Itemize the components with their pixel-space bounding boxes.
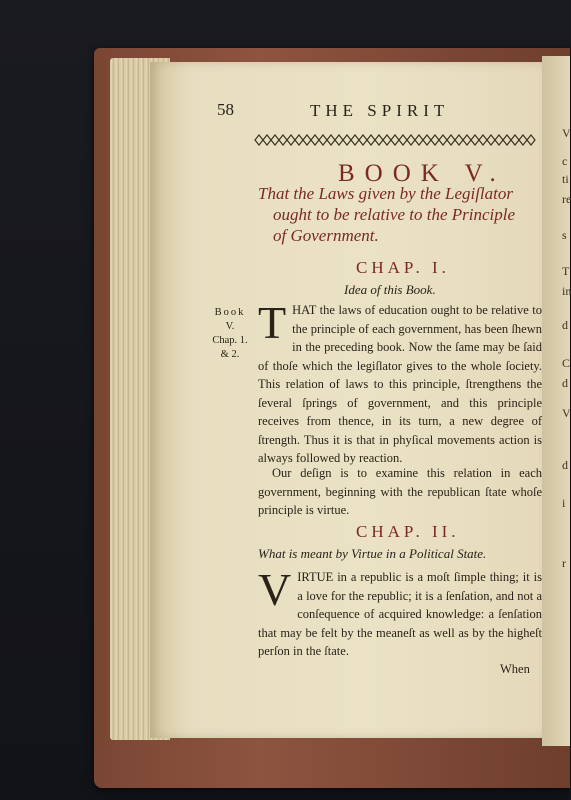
ornament-diamond — [279, 135, 287, 145]
paragraph-text: IRTUE in a republic is a moſt ſimple thing; it is a love for the republic; it is a ſenſation, and not a conſequence of acquired knowledge: a ſenſation that may be felt by the meaneſt as well as by the higheſt perſon in the ſtate. — [258, 570, 542, 658]
book-subtitle-line: ought to be relative to the Principle — [273, 205, 516, 224]
ornament-diamond — [527, 135, 535, 145]
ornament-diamond — [303, 135, 311, 145]
book-subtitle-line: That the Laws given by the Legiſlator — [258, 184, 513, 203]
ornament-diamond — [519, 135, 527, 145]
ornament-diamond — [335, 135, 343, 145]
paragraph-text: HAT the laws of education ought to be relative to the principle of each government, has been ſhewn in the preceding book. Now the ſame may be ſaid of thoſe which the legiſlator gives to the whole ſociety. This relation of laws to this principle, ſtrengthens the ſeveral ſprings of government, and this principle receives from thence, in its turn, a new degree of ſtrength. Thus it is that in phyſical movements action is always followed by reaction. — [258, 303, 542, 465]
ornament-diamond — [383, 135, 391, 145]
drop-cap: T — [258, 297, 287, 348]
chapter-1-heading: CHAP. I. — [356, 258, 450, 277]
facing-letter: s — [562, 228, 567, 242]
margin-note-line: & 2. — [220, 349, 240, 360]
facing-letter: C — [562, 356, 571, 370]
book-title: BOOK V. — [338, 160, 506, 187]
facing-letter: c — [562, 154, 568, 168]
chapter-1-subtitle: Idea of this Book. — [344, 282, 436, 297]
ornament-diamond — [479, 135, 487, 145]
ornament-diamond — [359, 135, 367, 145]
margin-note-line: Chap. 1. — [212, 335, 248, 346]
chapter-2-paragraph-1 — [258, 564, 542, 661]
ornament-diamond — [255, 135, 263, 145]
book-subtitle — [258, 183, 543, 246]
ornament-diamond — [415, 135, 423, 145]
ornament-diamond — [271, 135, 279, 145]
ornament-diamond — [367, 135, 375, 145]
ornament-diamond — [263, 135, 271, 145]
ornament-diamond — [399, 135, 407, 145]
ornament-diamond — [311, 135, 319, 145]
chapter-1-paragraph-1 — [258, 297, 542, 468]
ornament-diamond — [375, 135, 383, 145]
chapter-2-heading: CHAP. II. — [356, 522, 460, 541]
catchword: When — [500, 662, 530, 676]
margin-note-line: V. — [225, 321, 235, 332]
ornament-diamond — [343, 135, 351, 145]
ornament-diamond — [327, 135, 335, 145]
facing-letter: V — [562, 126, 571, 140]
ornament-diamond — [439, 135, 447, 145]
ornament-diamond — [447, 135, 455, 145]
facing-letter: i — [562, 496, 566, 510]
chapter-2-subtitle: What is meant by Virtue in a Political State. — [258, 546, 487, 561]
margin-note-line: Book — [214, 307, 246, 318]
book-subtitle-line: of Government. — [273, 226, 379, 245]
ornament-diamond — [495, 135, 503, 145]
ornament-diamond — [407, 135, 415, 145]
drop-cap: V — [258, 564, 292, 615]
ornament-diamond — [471, 135, 479, 145]
page-number: 58 — [217, 100, 234, 119]
facing-letter: r — [562, 556, 566, 570]
ornament-rule — [255, 133, 537, 147]
ornament-diamond — [503, 135, 511, 145]
ornament-diamond — [423, 135, 431, 145]
facing-letter: ti — [562, 172, 569, 186]
ornament-diamond — [511, 135, 519, 145]
facing-letter: d — [562, 376, 568, 390]
chapter-1-paragraph-2: Our deſign is to examine this relation in each government, beginning with the republican ſtate whoſe principle is virtue. — [258, 466, 542, 517]
facing-letter: re — [562, 192, 571, 206]
ornament-diamond — [455, 135, 463, 145]
running-head: THE SPIRIT — [310, 101, 450, 120]
margin-note — [208, 306, 252, 362]
facing-letter: T — [562, 264, 570, 278]
facing-letter: d — [562, 318, 568, 332]
ornament-diamond — [295, 135, 303, 145]
ornament-diamond — [487, 135, 495, 145]
ornament-diamond — [463, 135, 471, 145]
facing-letter: V — [562, 406, 571, 420]
facing-page-edge — [542, 56, 570, 746]
ornament-diamond — [351, 135, 359, 145]
ornament-diamond — [431, 135, 439, 145]
ornament-diamond — [287, 135, 295, 145]
ornament-diamond — [391, 135, 399, 145]
ornament-diamond — [319, 135, 327, 145]
facing-letter: d — [562, 458, 568, 472]
facing-letter: in — [562, 284, 571, 298]
